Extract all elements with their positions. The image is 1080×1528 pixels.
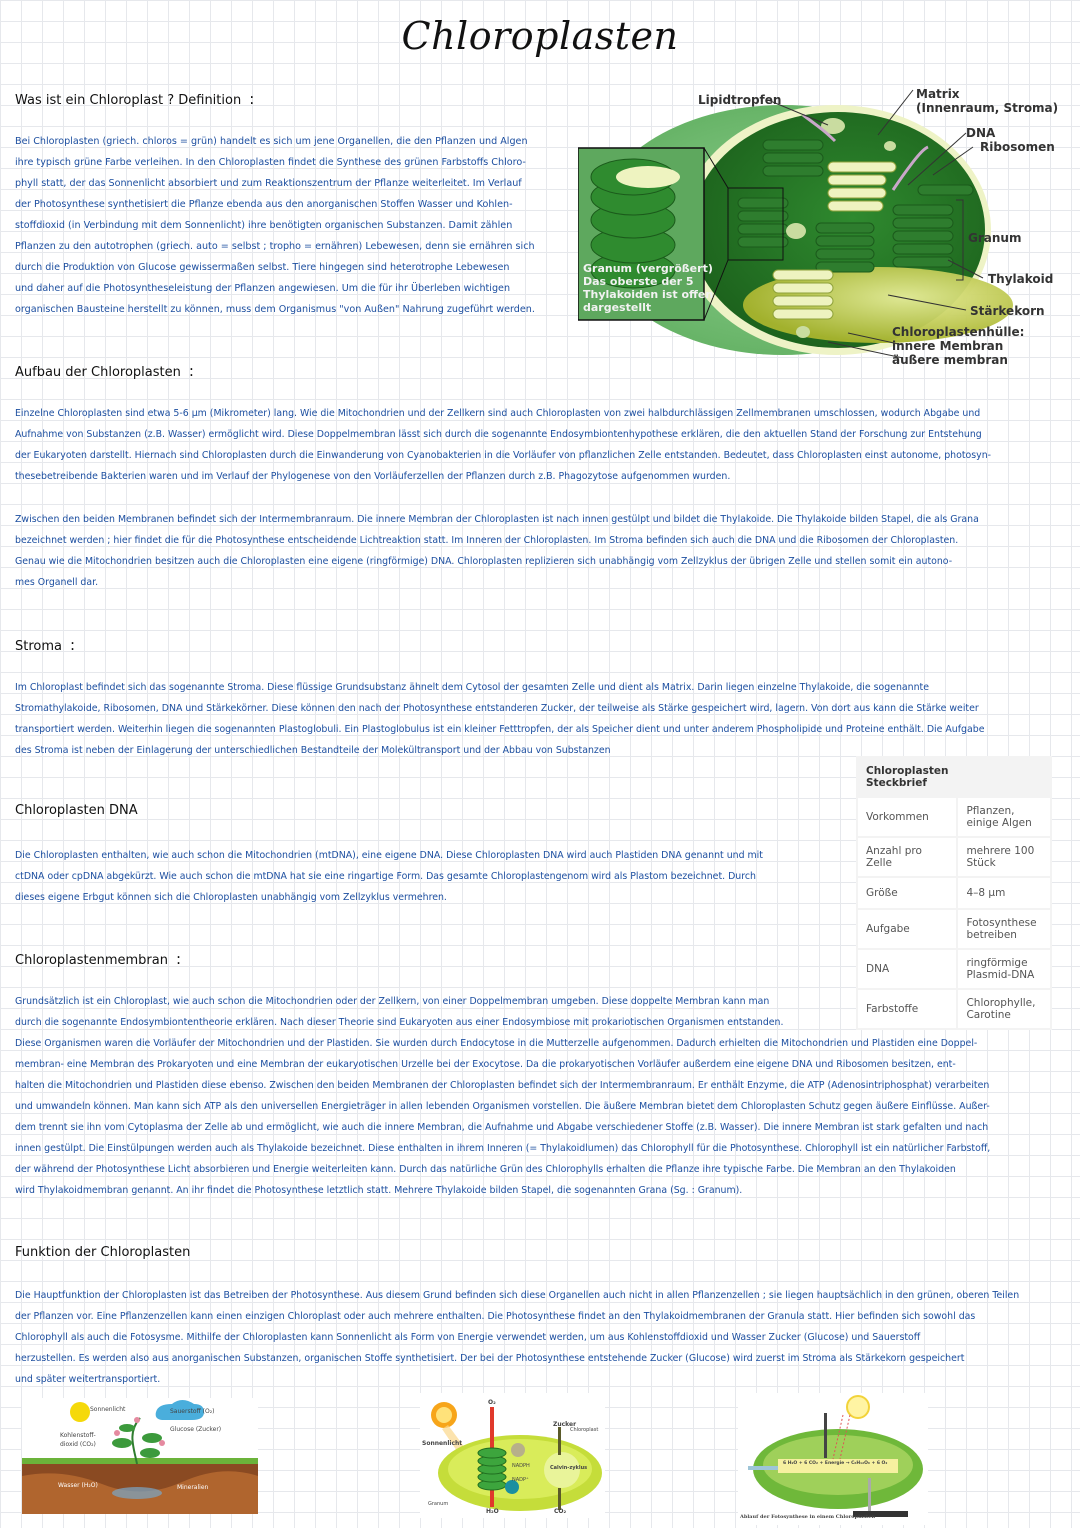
chloroplast-reaction-image bbox=[420, 1393, 605, 1518]
row-key: Vorkommen bbox=[858, 798, 956, 836]
table-row bbox=[858, 798, 1050, 836]
label-sonnenlicht: Sonnenlicht bbox=[90, 1406, 126, 1413]
row-value: 4–8 µm bbox=[958, 878, 1050, 908]
label-ribosomen: Ribosomen bbox=[980, 140, 1055, 154]
label-granum: Granum bbox=[968, 231, 1022, 245]
steckbrief-title: Chloroplasten Steckbrief bbox=[858, 758, 956, 796]
text-line: durch die Produktion von Glucose gewissermaßen selbst. Tiere hingegen sind heterotrophe Lebewesen bbox=[15, 262, 510, 273]
text-line: membran- eine Membran des Prokaryoten und eine Membran der eukaryotischen Urzelle bei der Exocytose. Da die prokaryotischen Vorläufer außerdem eine eigene DNA und Ribosomen besitzen, ent- bbox=[15, 1059, 956, 1070]
heading-funktion: Funktion der Chloroplasten bbox=[15, 1245, 191, 1260]
text-line: bezeichnet werden ; hier findet die für die Photosynthese entscheidende Lichtreaktion statt. Im Inneren der Chloroplasten. Im Stroma befinden sich auch die DNA und die Ribosomen der Chloroplasten. bbox=[15, 535, 959, 546]
table-row bbox=[858, 910, 1050, 948]
label-inset-3: Thylakoiden ist offen bbox=[583, 288, 714, 301]
photosynthesis-flow-illustration bbox=[738, 1393, 928, 1525]
funktion-paragraph bbox=[15, 1285, 1057, 1390]
heading-definition-text: Was ist ein Chloroplast ? Definition bbox=[15, 93, 242, 108]
heading-dna: Chloroplasten DNA bbox=[15, 803, 138, 818]
label-inset-4: dargestellt bbox=[583, 301, 652, 314]
text-line: Stromathylakoide, Ribosomen, DNA und Stärkekörner. Diese können den nach der Photosynthese entstanderen Zucker, der teilweise als Stärke gespeichert wird, lagern. Von dort aus kann die Stärke weiter bbox=[15, 703, 979, 714]
text-line: stoffdioxid (in Verbindung mit dem Sonnenlicht) ihre benötigten organischen Substanzen. Damit zählen bbox=[15, 220, 513, 231]
row-value: Chlorophylle, Carotine bbox=[958, 990, 1050, 1028]
label-inset-2: Das oberste der 5 bbox=[583, 275, 694, 288]
text-line: Grundsätzlich ist ein Chloroplast, wie auch schon die Mitochondrien oder der Zellkern, von einer Doppelmembran umgeben. Diese doppelte Membran kann man bbox=[15, 996, 770, 1007]
text-line: der während der Photosynthese Licht absorbieren und Energie weiterleiten kann. Durch das natürliche Grün des Chlorophylls erhalten die Pflanze ihre typische Farbe. Die Membran an den Thylakoiden bbox=[15, 1164, 956, 1175]
heading-aufbau-text: Aufbau der Chloroplasten bbox=[15, 365, 181, 380]
text-line: Bei Chloroplasten (griech. chloros = grün) handelt es sich um jene Organellen, die den Pflanzen und Algen bbox=[15, 136, 528, 147]
row-key: Aufgabe bbox=[858, 910, 956, 948]
label-sonnenlicht: Sonnenlicht bbox=[422, 1440, 463, 1447]
row-key: DNA bbox=[858, 950, 956, 988]
heading-definition bbox=[15, 90, 254, 108]
row-value: Fotosynthese betreiben bbox=[958, 910, 1050, 948]
aufbau-paragraph-1 bbox=[15, 403, 1057, 487]
text-line: Chlorophyll als auch die Fotosysme. Mithilfe der Chloroplasten kann Sonnenlicht als Form von Energie verwendet werden, um aus Kohlenstoffdioxid und Wasser Zucker (Glucose) und Sauerstoff bbox=[15, 1332, 921, 1343]
text-line: und daher auf die Photosyntheseleistung der Pflanzen angewiesen. Um die für ihr Überleben wichtigen bbox=[15, 283, 511, 294]
page-title: Chloroplasten bbox=[401, 14, 679, 58]
label-wasser: Wasser (H₂O) bbox=[58, 1482, 98, 1489]
text-line: Zwischen den beiden Membranen befindet sich der Intermembranraum. Die innere Membran der Chloroplasten ist nach innen gestülpt und bildet die Thylakoide. Die Thylakoide bilden Stapel, die als Grana bbox=[15, 514, 979, 525]
label-lipidtropfen: Lipidtropfen bbox=[698, 93, 782, 107]
chloroplast-reaction-illustration bbox=[420, 1393, 605, 1518]
text-line: herzustellen. Es werden also aus anorganischen Substanzen, organischen Stoffe synthetisiert. Der bei der Photosynthese entstehende Zucker (Glucose) wird zuerst im Stroma als Stärkekorn gespeichert bbox=[15, 1353, 965, 1364]
text-line: Einzelne Chloroplasten sind etwa 5-6 µm (Mikrometer) lang. Wie die Mitochondrien und der Zellkern sind auch Chloroplasten von zwei halbdurchlässigen Zellmembranen umschlossen, wodurch Abgabe und bbox=[15, 408, 981, 419]
label-chloroplast: Chloroplast bbox=[570, 1427, 599, 1433]
text-line: transportiert werden. Weiterhin liegen die sogenannten Plastoglobuli. Ein Plastoglobulus ist ein kleiner Fetttropfen, der als Speicher dient und unter anderem Phospholipide und Proteine enthält. Die Aufgabe bbox=[15, 724, 985, 735]
label-matrix: Matrix bbox=[916, 87, 960, 101]
label-zucker: Zucker bbox=[553, 1421, 577, 1428]
text-line: der Pflanzen vor. Eine Pflanzenzellen kann einen einzigen Chloroplast oder auch mehrere enthalten. Die Photosynthese findet an den Thylakoidmembranen der Granula statt. Hier befinden sich sowohl das bbox=[15, 1311, 976, 1322]
chloroplast-diagram bbox=[578, 80, 1058, 370]
row-key: Anzahl pro Zelle bbox=[858, 838, 956, 876]
heading-colon: : bbox=[188, 362, 194, 380]
photosynthesis-plant-image bbox=[22, 1398, 258, 1514]
row-value: Pflanzen, einige Algen bbox=[958, 798, 1050, 836]
label-huelle: Chloroplastenhülle: bbox=[892, 325, 1025, 339]
text-line: durch die sogenannte Endosymbiontentheorie erklären. Nach dieser Theorie sind Eukaryoten aus einer Endosymbiose mit prokariotischen Organismen entstanden. bbox=[15, 1017, 784, 1028]
row-value: mehrere 100 Stück bbox=[958, 838, 1050, 876]
label-aeussere-membran: äußere membran bbox=[892, 353, 1008, 367]
table-row bbox=[858, 950, 1050, 988]
table-row bbox=[858, 878, 1050, 908]
text-line: Pflanzen zu den autotrophen (griech. auto = selbst ; tropho = ernähren) Lebewesen, denn sie ernähren sich bbox=[15, 241, 535, 252]
label-innere-membran: innere Membran bbox=[892, 339, 1004, 353]
text-line: organischen Bausteine herstellt zu können, muss dem Organismus "von Außen" Nahrung zugeführt werden. bbox=[15, 304, 535, 315]
text-line: mes Organell dar. bbox=[15, 577, 99, 588]
text-line: Genau wie die Mitochondrien besitzen auch die Chloroplasten eine eigene (ringförmige) DNA. Chloroplasten replizieren sich unabhängig vom Zellzyklus der übrigen Zelle und stellen somit ein autono- bbox=[15, 556, 953, 567]
label-dioxid: dioxid (CO₂) bbox=[60, 1441, 96, 1448]
text-line: und umwandeln können. Man kann sich ATP als den universellen Energieträger in allen lebenden Organismen vorstellen. Die äußere Membran bietet dem Chloroplasten Schutz gegen äußere Einflüsse. Außer- bbox=[15, 1101, 990, 1112]
label-o2: O₂ bbox=[488, 1399, 496, 1406]
heading-aufbau bbox=[15, 362, 194, 380]
table-row bbox=[858, 838, 1050, 876]
label-glucose: Glucose (Zucker) bbox=[170, 1426, 222, 1433]
text-line: Aufnahme von Substanzen (z.B. Wasser) ermöglicht wird. Diese Doppelmembran lässt sich durch die sogenannte Endosymbiontenhypothese erklären, die den aktuellen Stand der Forschung zur Entstehung bbox=[15, 429, 982, 440]
text-line: ctDNA oder cpDNA abgekürzt. Wie auch schon die mtDNA hat sie eine ringartige Form. Das gesamte Chloroplastengenom wird als Plastom bezeichnet. Durch bbox=[15, 871, 756, 882]
label-kohlenstoff: Kohlenstoff- bbox=[60, 1432, 96, 1439]
heading-membran bbox=[15, 950, 181, 968]
label-matrix-sub: (Innenraum, Stroma) bbox=[916, 101, 1059, 115]
label-nadp: NADP⁺ bbox=[512, 1477, 529, 1483]
row-key: Farbstoffe bbox=[858, 990, 956, 1028]
text-line: Die Chloroplasten enthalten, wie auch schon die Mitochondrien (mtDNA), eine eigene DNA. Diese Chloroplasten DNA wird auch Plastiden DNA genannt und mit bbox=[15, 850, 763, 861]
heading-membran-text: Chloroplastenmembran bbox=[15, 953, 168, 968]
text-line: Diese Organismen waren die Vorläufer der Mitochondrien und der Plastiden. Sie wurden durch Endocytose in die Mutterzelle aufgenommen. Dadurch erhielten die Mitochondrien und Plastiden eine Doppel- bbox=[15, 1038, 978, 1049]
label-staerkekorn: Stärkekorn bbox=[970, 304, 1045, 318]
text-line: und später weitertransportiert. bbox=[15, 1374, 161, 1385]
membran-paragraph-top bbox=[15, 991, 840, 1033]
text-line: des Stroma ist neben der Einlagerung der unterschiedlichen Bestandteile der Molekültransport und der Abbau von Substanzen bbox=[15, 745, 611, 756]
row-key: Größe bbox=[858, 878, 956, 908]
dna-paragraph bbox=[15, 845, 830, 908]
steckbrief-table bbox=[856, 756, 1052, 1030]
plant-illustration bbox=[22, 1398, 258, 1514]
text-line: dieses eigene Erbgut können sich die Chloroplasten unabhängig vom Zellzyklus vermehren. bbox=[15, 892, 447, 903]
label-inset-1: Granum (vergrößert) bbox=[583, 262, 713, 275]
aufbau-paragraph-2 bbox=[15, 509, 1057, 593]
heading-colon: : bbox=[175, 950, 182, 968]
label-calvin: Calvin-zyklus bbox=[550, 1465, 588, 1471]
text-line: der Photosynthese synthetisiert die Pflanze ebenda aus den anorganischen Stoffen Wasser und Kohlen- bbox=[15, 199, 513, 210]
label-mineralien: Mineralien bbox=[177, 1484, 209, 1491]
label-nadph: NADPH bbox=[512, 1463, 530, 1469]
text-line: ihre typisch grüne Farbe verleihen. In den Chloroplasten findet die Synthese des grünen Farbstoffs Chloro- bbox=[15, 157, 526, 168]
row-value: ringförmige Plasmid-DNA bbox=[958, 950, 1050, 988]
text-line: phyll statt, der das Sonnenlicht absorbiert und zum Reaktionszentrum der Pflanze weiterleitet. Im Verlauf bbox=[15, 178, 522, 189]
table-row bbox=[858, 990, 1050, 1028]
heading-stroma-text: Stroma bbox=[15, 639, 62, 654]
steckbrief-title-empty bbox=[958, 758, 1050, 796]
text-line: wird Thylakoidmembran genannt. An ihr findet die Photosynthese letztlich statt. Mehrere Thylakoide bilden Stapel, die sogenannten Grana (Sg. : Granum). bbox=[15, 1185, 743, 1196]
text-line: der Eukaryoten darstellt. Hiernach sind Chloroplasten durch die Einwanderung von Cyanobakterien in die Vorläufer von pflanzlichen Zelle entstanden. Bedeutet, dass Chloroplasten einst autonome, photosyn- bbox=[15, 450, 992, 461]
label-sauerstoff: Sauerstoff (O₂) bbox=[170, 1408, 215, 1415]
text-line: dem trennt sie ihn vom Cytoplasma der Zelle ab und ermöglicht, wie auch die innere Membran, die Aufnahme und Abgabe verschiedener Stoffe (z.B. Wasser). Die innere Membran ist stark gefalten und nach bbox=[15, 1122, 989, 1133]
text-line: Im Chloroplast befindet sich das sogenannte Stroma. Diese flüssige Grundsubstanz ähnelt dem Cytosol der gesamten Zelle und dient als Matrix. Darin liegen einzelne Thylakoide, die sogenannte bbox=[15, 682, 929, 693]
text-line: thesebetreibende Bakterien waren und im Verlauf der Phylogenese von den Vorläuferzellen der Pflanzen durch z.B. Phagozytose aufgenommen wurden. bbox=[15, 471, 731, 482]
label-co2: CO₂ bbox=[554, 1508, 567, 1515]
photosynthesis-flow-image bbox=[738, 1393, 928, 1525]
text-line: innen gestülpt. Die Einstülpungen werden auch als Thylakoide bezeichnet. Diese enthalten in ihrem Inneren (= Thylakoidlumen) das Chlorophyll für die Photosynthese. Chlorophyll ist ein natürlicher Farbstoff, bbox=[15, 1143, 991, 1154]
definition-paragraph bbox=[15, 131, 550, 320]
label-equation: 6 H₂O + 6 CO₂ + Energie → C₆H₁₂O₆ + 6 O₂ bbox=[783, 1461, 888, 1466]
text-line: Die Hauptfunktion der Chloroplasten ist das Betreiben der Photosynthese. Aus diesem Grund befinden sich diese Organellen auch nicht in allen Pflanzenzellen ; sie liegen hauptsächlich in den grünen, oberen Teilen bbox=[15, 1290, 1020, 1301]
label-thylakoid: Thylakoid bbox=[988, 272, 1054, 286]
membran-paragraph bbox=[15, 1033, 1057, 1201]
label-granum: Granum bbox=[428, 1501, 449, 1507]
heading-colon: : bbox=[249, 90, 255, 108]
label-ablauf-caption: Ablauf der Fotosynthese in einem Chloroplasten bbox=[740, 1514, 876, 1520]
label-h2o: H₂O bbox=[486, 1508, 499, 1515]
heading-stroma bbox=[15, 636, 75, 654]
label-dna: DNA bbox=[966, 126, 996, 140]
stroma-paragraph bbox=[15, 677, 1057, 761]
heading-colon: : bbox=[70, 636, 76, 654]
text-line: halten die Mitochondrien und Plastiden diese ebenso. Zwischen den beiden Membranen der Chloroplasten befindet sich der Intermembranraum. Er enthält Enzyme, die ATP (Adenosintriphosphat) verarbeiten bbox=[15, 1080, 990, 1091]
